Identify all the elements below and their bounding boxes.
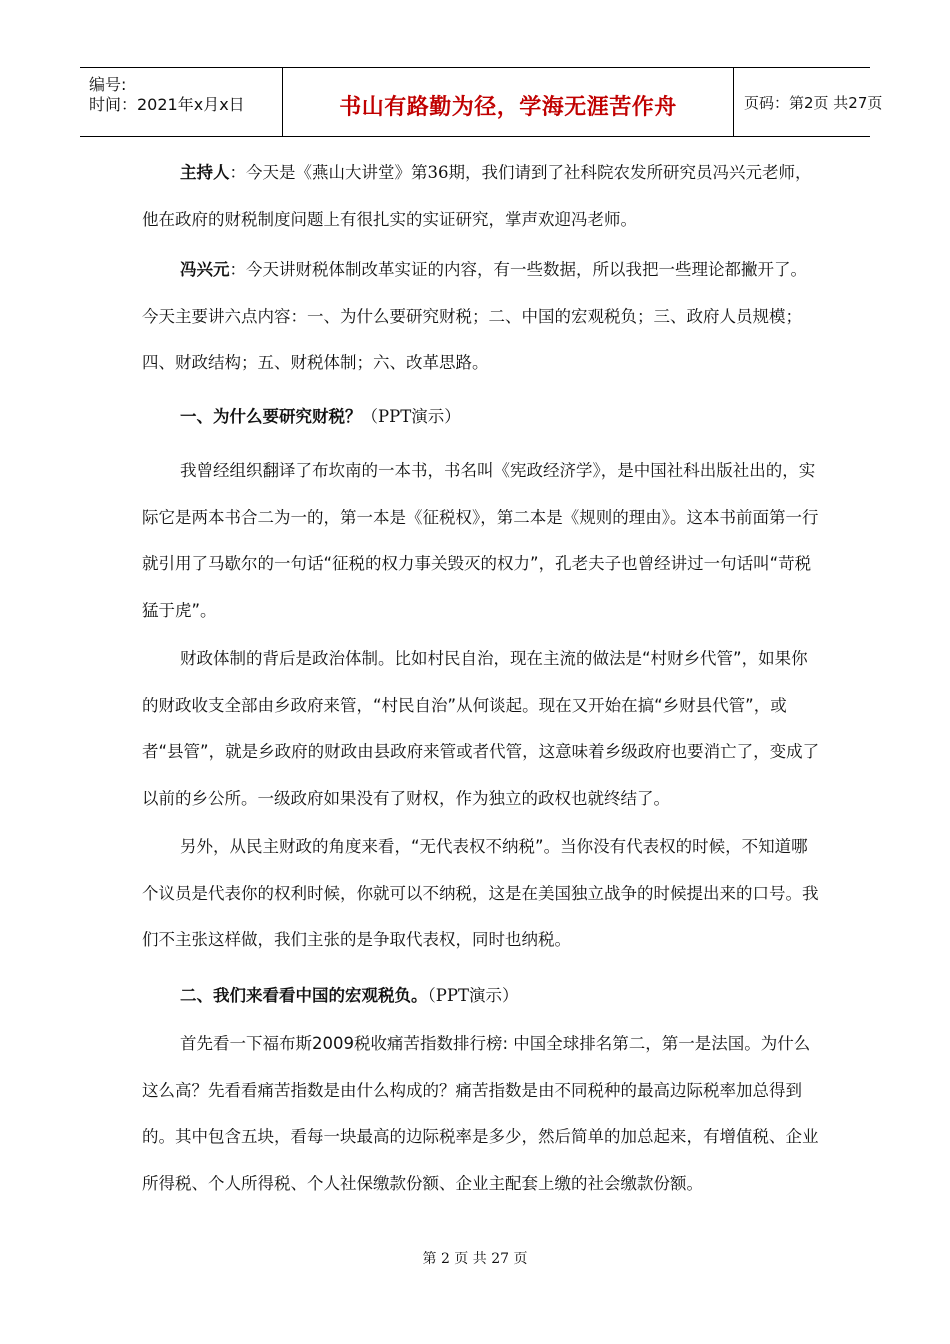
paragraph-buchanan: 我曾经组织翻译了布坎南的一本书，书名叫《宪政经济学》，是中国社科出版社出的，实际它是两本书合二为一的，第一本是《征税权》，第二本是《规则的理由》。这本书前面第一行就引用了马歇尔的一句话“征税的权力事关毁灭的权力”，孔老夫子也曾经讲过一句话叫“苛税猛于虎”。	[142, 461, 819, 620]
section-heading-1	[180, 403, 461, 427]
page-label: 页码：第2页 共27页	[744, 94, 883, 112]
paragraph-host-intro	[142, 150, 822, 243]
paragraph-feng-intro	[142, 247, 822, 387]
paragraph-forbes-index: 首先看一下福布斯2009税收痛苦指数排行榜: 中国全球排名第二，第一是法国。为什么这么高？先看看痛苦指数是由什么构成的？痛苦指数是由不同税种的最高边际税率加总得到的。其中包含五块，看每一块最高的边际税率是多少，然后简单的加总起来，有增值税、企业所得税、个人所得税、个人社保缴款份额、企业主配套上缴的社会缴款份额。	[142, 1034, 819, 1193]
section-heading-1-text: 一、为什么要研究财税？	[180, 407, 362, 426]
code-label: 编号:	[89, 75, 127, 94]
document-header	[80, 67, 883, 137]
speaker-feng: 冯兴元	[180, 260, 230, 279]
page-footer: 第 2 页 共 27 页	[422, 1251, 528, 1267]
host-intro-text: ：今天是《燕山大讲堂》第36期，我们请到了社科院农发所研究员冯兴元老师，他在政府的财税制度问题上有很扎实的实证研究，掌声欢迎冯老师。	[142, 163, 812, 229]
section-heading-2	[180, 982, 518, 1006]
section-heading-2-ppt: （PPT演示）	[427, 986, 519, 1005]
paragraph-fiscal-system: 财政体制的背后是政治体制。比如村民自治，现在主流的做法是“村财乡代管”，如果你的财政收支全部由乡政府来管，“村民自治”从何谈起。现在又开始在搞“乡财县代管”，或者“县管”，就是乡政府的财政由县政府来管或者代管，这意味着乡级政府也要消亡了，变成了以前的乡公所。一级政府如果没有了财权，作为独立的政权也就终结了。	[142, 649, 820, 808]
feng-intro-text: ：今天讲财税体制改革实证的内容，有一些数据，所以我把一些理论都撇开了。今天主要讲六点内容：一、为什么要研究财税；二、中国的宏观税负；三、政府人员规模；四、财政结构；五、财税体制；六、改革思路。	[142, 260, 807, 372]
header-page-cell	[732, 68, 883, 136]
motto-text: 书山有路勤为径，学海无涯苦作舟	[339, 95, 677, 120]
header-motto-cell	[282, 68, 734, 136]
time-label: 时间：2021年x月x日	[89, 95, 245, 114]
header-meta-cell	[80, 68, 282, 136]
speaker-host: 主持人	[180, 163, 230, 182]
section-heading-2-text: 二、我们来看看中国的宏观税负。	[180, 986, 428, 1005]
paragraph-democratic-finance: 另外，从民主财政的角度来看，“无代表权不纳税”。当你没有代表权的时候，不知道哪个议员是代表你的权利时候，你就可以不纳税，这是在美国独立战争的时候提出来的口号。我们不主张这样做，我们主张的是争取代表权，同时也纳税。	[142, 837, 819, 949]
section-heading-1-ppt: （PPT演示）	[361, 407, 461, 426]
